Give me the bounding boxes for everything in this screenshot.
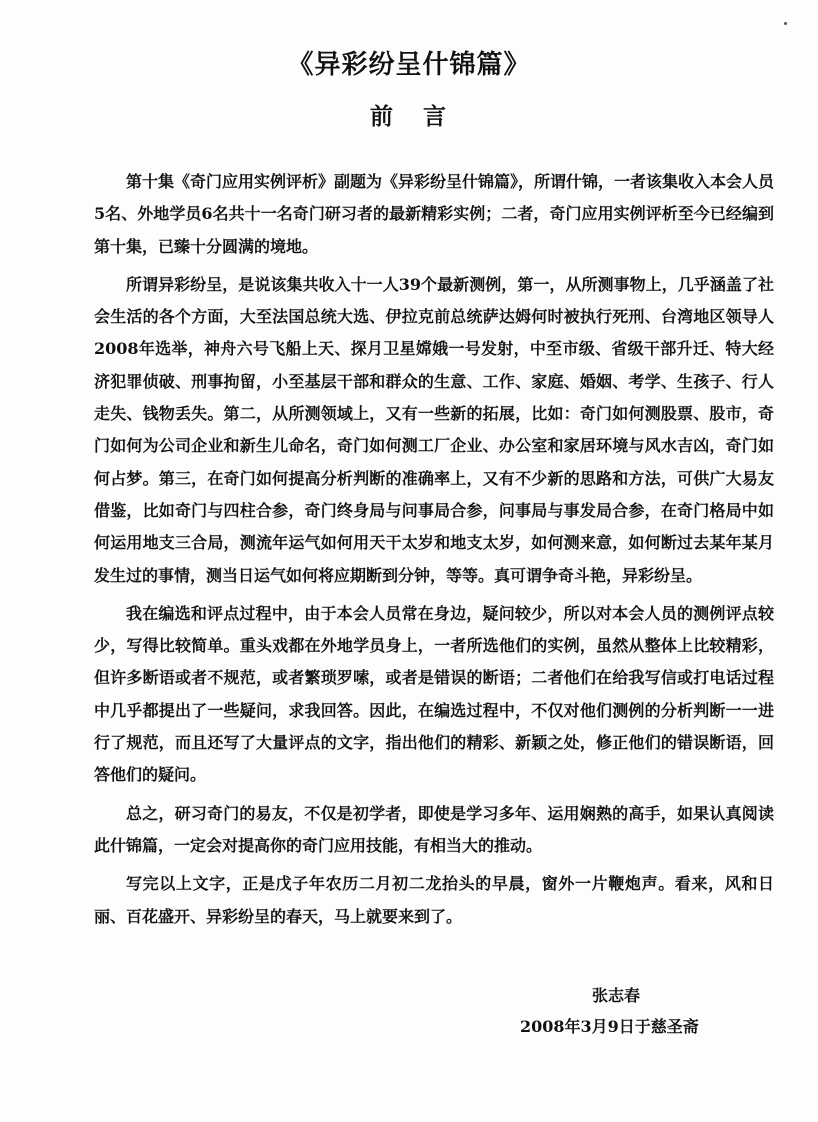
date-line: 2008年3月9日于慈圣斋 — [520, 1017, 699, 1036]
author-signature: 张志春 — [592, 986, 641, 1005]
document-subtitle: 前言 — [370, 103, 476, 130]
paragraph: 总之，研习奇门的易友，不仅是初学者，即使是学习多年、运用娴熟的高手，如果认真阅读此什锦篇，一定会对提高你的奇门应用技能，有相当大的推动。 — [94, 803, 774, 855]
paragraph: 写完以上文字，正是戊子年农历二月初二龙抬头的早晨，窗外一片鞭炮声。看来，风和日丽、百花盛开、异彩纷呈的春天，马上就要来到了。 — [94, 874, 774, 926]
document-body — [94, 166, 774, 939]
paragraph: 第十集《奇门应用实例评析》副题为《异彩纷呈什锦篇》，所谓什锦，一者该集收入本会人员5名、外地学员6名共十一名奇门研习者的最新精彩实例；二者，奇门应用实例评析至今已经编到第十集，已臻十分圆满的境地。 — [94, 172, 775, 256]
scan-speck — [784, 22, 787, 25]
paragraph: 我在编选和评点过程中，由于本会人员常在身边，疑问较少，所以对本会人员的测例评点较少，写得比较简单。重头戏都在外地学员身上，一者所选他们的实例，虽然从整体上比较精彩，但许多断语或者不规范，或者繁琐罗嗦，或者是错误的断语；二者他们在给我写信或打电话过程中几乎都提出了一些疑问，求我回答。因此，在编选过程中，不仅对他们测例的分析判断一一进行了规范，而且还写了大量评点的文字，指出他们的精彩、新颖之处，修正他们的错误断语，回答他们的疑问。 — [94, 603, 774, 785]
paragraph: 所谓异彩纷呈，是说该集共收入十一人39个最新测例，第一，从所测事物上，几乎涵盖了社会生活的各个方面，大至法国总统大选、伊拉克前总统萨达姆何时被执行死刑、台湾地区领导人2008年选举，神舟六号飞船上天、探月卫星嫦娥一号发射，中至市级、省级干部升迁、特大经济犯罪侦破、刑事拘留，小至基层干部和群众的生意、工作、家庭、婚姻、考学、生孩子、行人走失、钱物丢失。第二，从所测领域上，又有一些新的拓展，比如：奇门如何测股票、股市，奇门如何为公司企业和新生儿命名，奇门如何测工厂企业、办公室和家居环境与风水吉凶，奇门如何占梦。第三，在奇门如何提高分析判断的准确率上，又有不少新的思路和方法，可供广大易友借鉴，比如奇门与四柱合参，奇门终身局与问事局合参，问事局与事发局合参，在奇门格局中如何运用地支三合局，测流年运气如何用天干太岁和地支太岁，如何测来意，如何断过去某年某月发生过的事情，测当日运气如何将应期断到分钟，等等。真可谓争奇斗艳，异彩纷呈。 — [94, 274, 774, 585]
document-title: 《异彩纷呈什锦篇》 — [287, 50, 531, 80]
